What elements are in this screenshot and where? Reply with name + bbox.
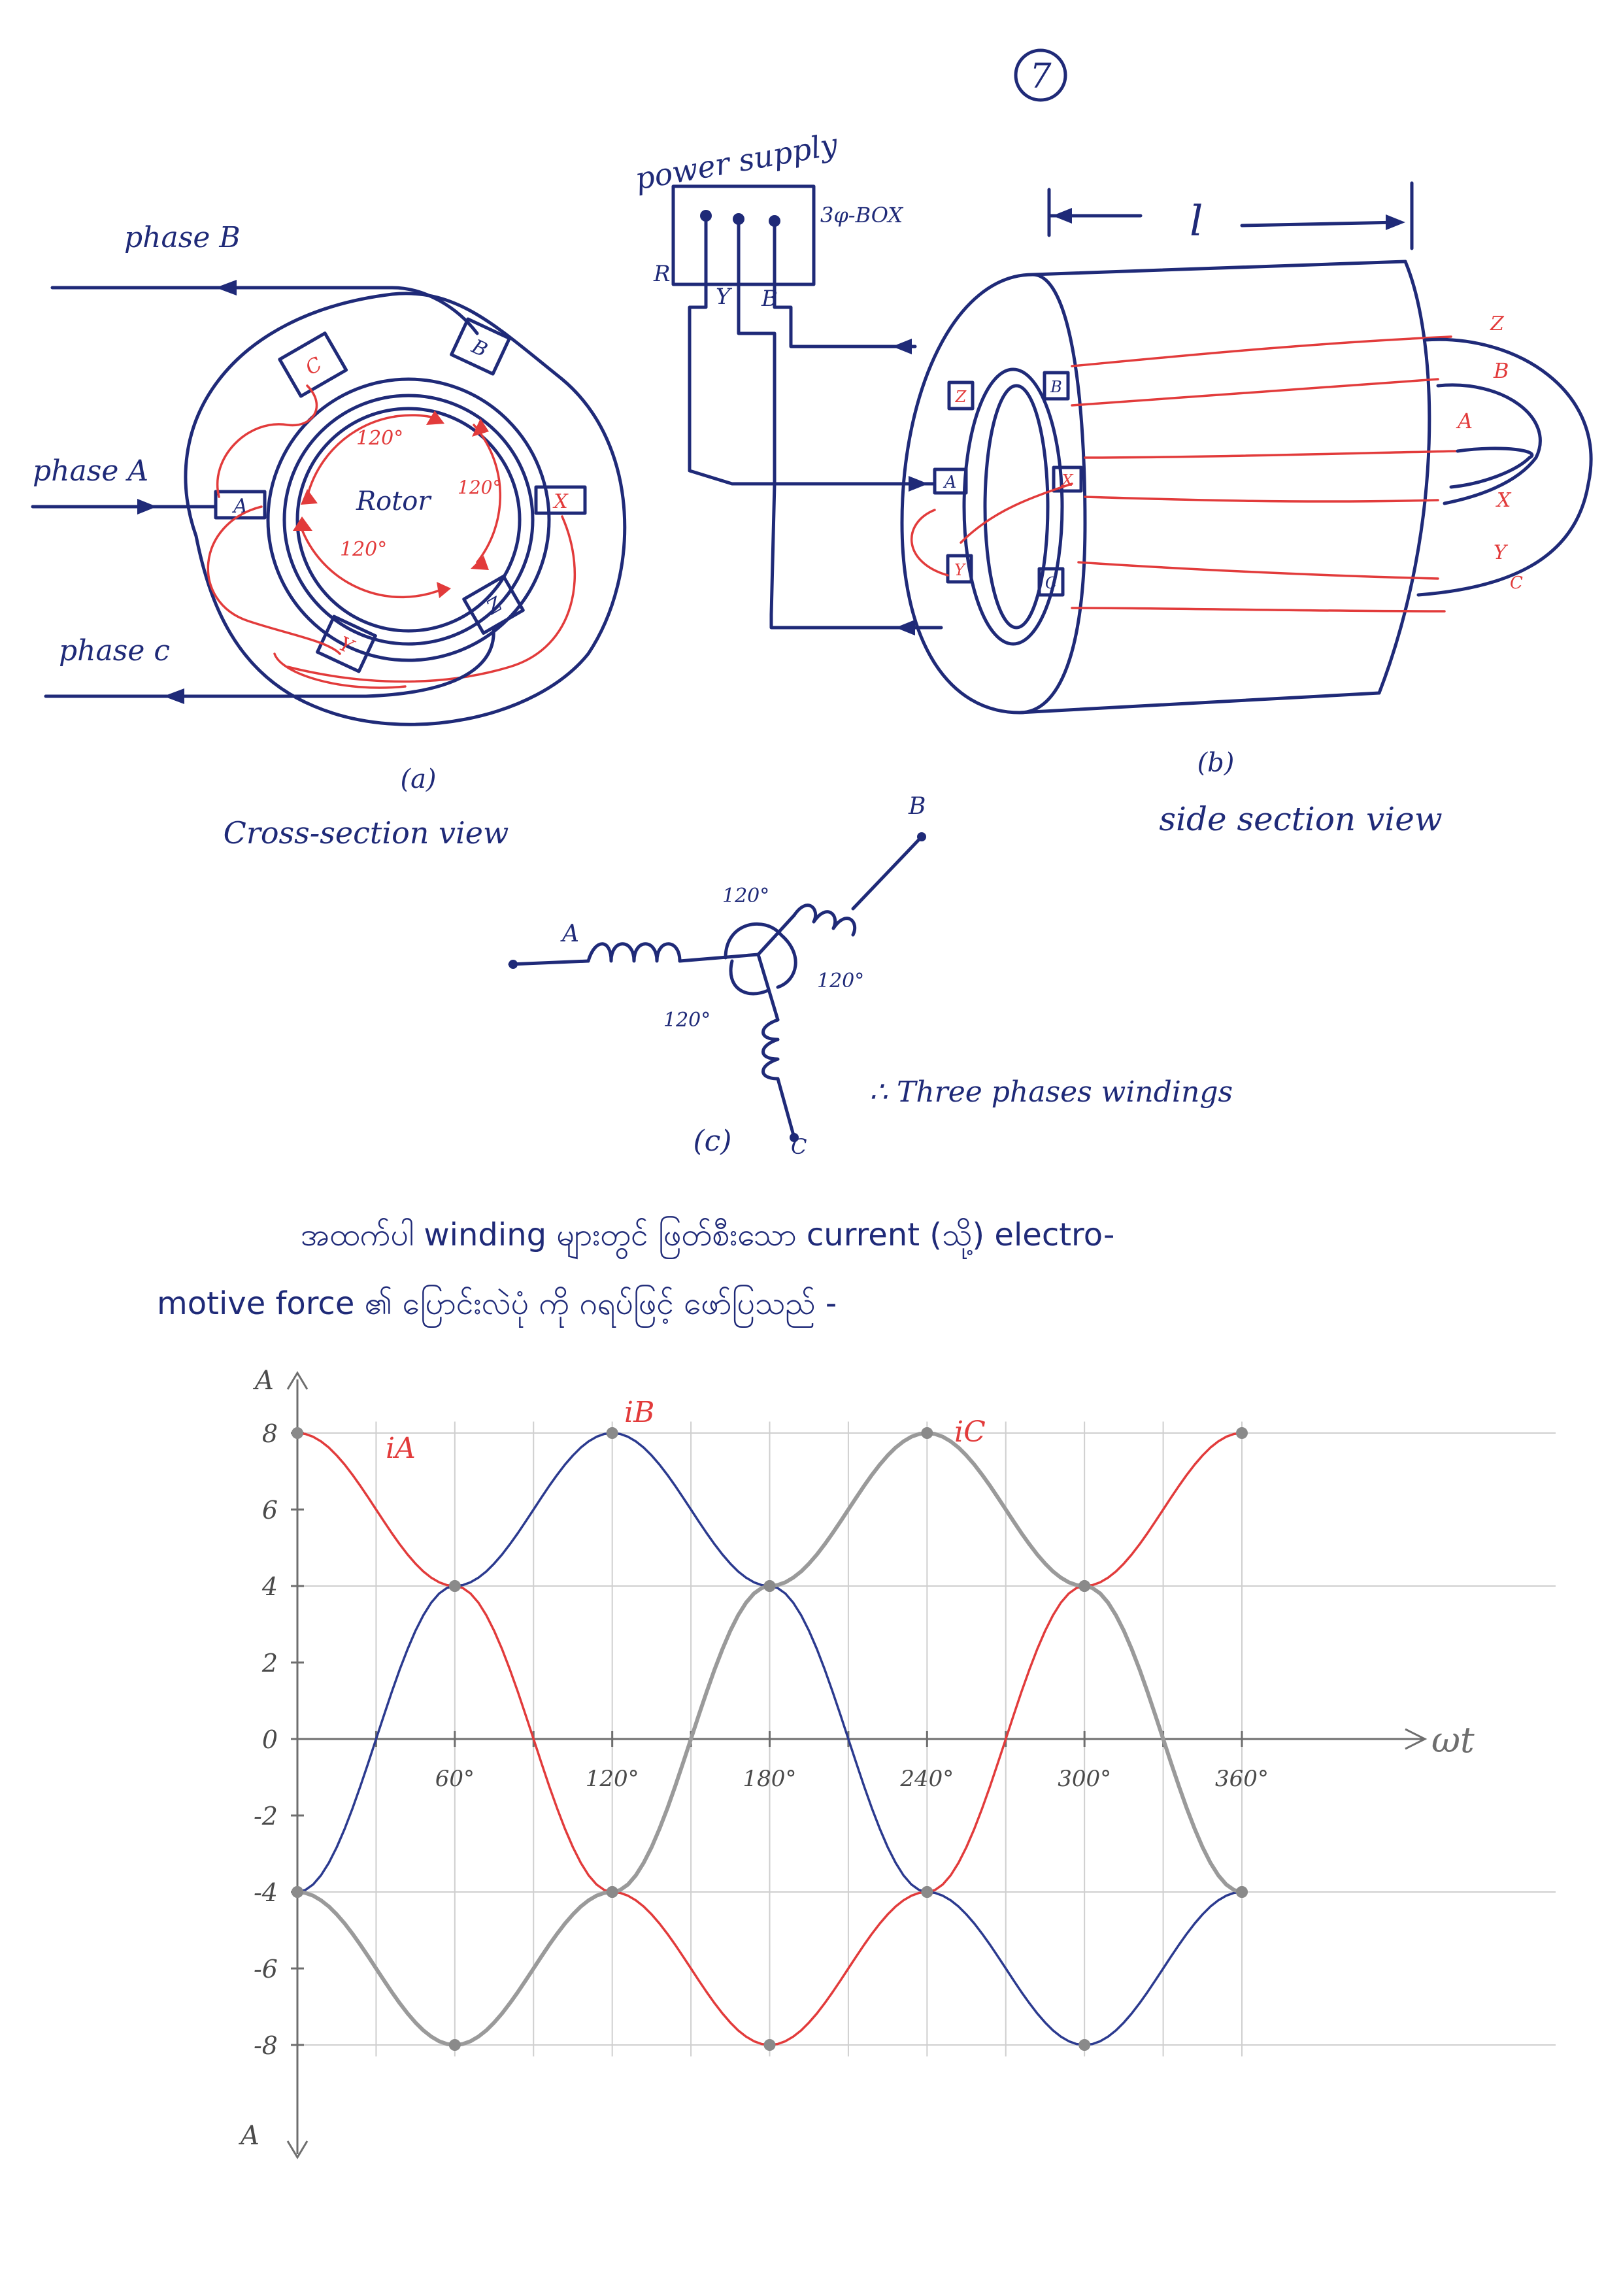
box-label: 3φ-BOX bbox=[820, 203, 903, 228]
svg-text:B: B bbox=[468, 335, 491, 362]
phase-a-arrow bbox=[137, 499, 157, 515]
winding-b-lead bbox=[758, 915, 794, 954]
winding-c-coil bbox=[763, 1020, 778, 1079]
right-label-b: B bbox=[1494, 358, 1509, 383]
winding-c-lead bbox=[758, 954, 778, 1020]
fig-c-angle-2: 120° bbox=[817, 970, 865, 992]
svg-text:Y: Y bbox=[954, 561, 965, 579]
note-line-1: အထက်ပါ winding များတွင် ဖြတ်စီးသော current (သို့) electro- bbox=[301, 1217, 1115, 1253]
y-tick-label: 8 bbox=[261, 1419, 278, 1448]
y-tick-label: 0 bbox=[261, 1725, 278, 1754]
x-tick-label: 120° bbox=[585, 1766, 639, 1792]
point-iB-60 bbox=[449, 1580, 461, 1592]
fig-b-side-section bbox=[633, 126, 1592, 838]
length-marker bbox=[1049, 183, 1412, 248]
y-axis-label-top: A bbox=[255, 1366, 274, 1396]
point-iC-360 bbox=[1236, 1886, 1248, 1898]
x-tick-label: 240° bbox=[900, 1766, 954, 1792]
point-iA-180 bbox=[764, 2039, 776, 2051]
point-iB-240 bbox=[921, 1886, 933, 1898]
point-iC-300 bbox=[1078, 1580, 1090, 1592]
slot-Y bbox=[318, 616, 376, 671]
angle-label-1: 120° bbox=[356, 427, 404, 450]
end-loop-a bbox=[1451, 448, 1532, 487]
point-iC-240 bbox=[921, 1427, 933, 1439]
point-iC-0 bbox=[292, 1886, 303, 1898]
y-tick-label: -6 bbox=[253, 1955, 278, 1984]
x-tick-label: 60° bbox=[435, 1766, 475, 1792]
winding-a-to-center bbox=[680, 954, 758, 961]
cylinder-back bbox=[1379, 262, 1429, 693]
fig-a-caption: Cross-section view bbox=[223, 815, 509, 851]
length-arrow-left bbox=[1052, 208, 1072, 224]
phase-a-label: phase A bbox=[33, 454, 149, 488]
note-text bbox=[157, 1215, 1114, 1328]
point-iB-120 bbox=[607, 1427, 618, 1439]
fig-c-caption-letter: (c) bbox=[693, 1124, 732, 1158]
power-supply-label: power supply bbox=[632, 126, 841, 197]
y-tick-label: -8 bbox=[253, 2031, 278, 2060]
terminal-b-label: B bbox=[761, 286, 778, 312]
rotor-label: Rotor bbox=[356, 486, 431, 516]
svg-text:X: X bbox=[554, 490, 568, 513]
wire-a-arrow bbox=[909, 476, 928, 492]
point-iA-360 bbox=[1236, 1427, 1248, 1439]
phase-c-arrow bbox=[163, 688, 184, 704]
svg-text:C: C bbox=[1044, 574, 1058, 592]
y-tick-label: 2 bbox=[261, 1649, 278, 1678]
series-label-iC: iC bbox=[954, 1415, 986, 1449]
y-axis-label-bottom: A bbox=[241, 2121, 259, 2151]
right-label-a: A bbox=[1458, 409, 1473, 433]
winding-a-lead bbox=[510, 961, 588, 964]
svg-text:Z: Z bbox=[955, 388, 967, 406]
svg-text:X: X bbox=[1061, 471, 1073, 490]
y-tick-label: 6 bbox=[261, 1496, 278, 1525]
x-tick-label: 300° bbox=[1058, 1766, 1112, 1792]
fig-c-windings bbox=[509, 793, 1233, 1159]
winding-b-end bbox=[853, 837, 922, 909]
terminal-b-dot bbox=[917, 832, 926, 841]
right-label-x: X bbox=[1497, 489, 1511, 512]
power-supply-box bbox=[673, 186, 814, 284]
fig-c-angle-1: 120° bbox=[722, 885, 770, 907]
svg-text:A: A bbox=[944, 473, 957, 492]
winding-b-coil bbox=[794, 905, 855, 935]
slot-C-top bbox=[280, 333, 346, 396]
winding-label-a: A bbox=[562, 920, 579, 947]
terminal-y-label: Y bbox=[716, 284, 731, 310]
terminal-r-label: R bbox=[654, 261, 671, 287]
slot-B bbox=[452, 319, 510, 374]
phase-c-label: phase c bbox=[59, 634, 170, 667]
note-line-2: motive force ၏ ပြောင်းလဲပုံ ကို ဂရပ်ဖြင့် ဖော်ပြသည် - bbox=[157, 1285, 837, 1322]
fig-b-caption: side section view bbox=[1159, 800, 1443, 838]
fig-a-caption-letter: (a) bbox=[400, 764, 437, 794]
right-label-c: C bbox=[1510, 573, 1523, 593]
x-tick-label: 360° bbox=[1215, 1766, 1269, 1792]
fig-c-caption: ∴ Three phases windings bbox=[869, 1075, 1233, 1109]
series-label-iB: iB bbox=[624, 1396, 655, 1429]
page-number bbox=[1016, 50, 1065, 100]
cylinder-front-outer bbox=[902, 275, 1085, 713]
winding-a-coil bbox=[588, 944, 680, 961]
svg-text:Y: Y bbox=[335, 632, 357, 659]
length-label: l bbox=[1190, 197, 1203, 246]
point-iA-0 bbox=[292, 1427, 303, 1439]
y-tick-label: -4 bbox=[253, 1878, 278, 1907]
x-tick-label: 180° bbox=[743, 1766, 797, 1792]
wire-y bbox=[739, 219, 775, 484]
winding-red-b bbox=[218, 386, 317, 497]
winding-lines bbox=[912, 337, 1458, 611]
winding-label-c: C bbox=[791, 1134, 807, 1159]
angle-label-3: 120° bbox=[340, 538, 388, 561]
angle-label-2: 120° bbox=[458, 477, 502, 498]
wire-c-arrow bbox=[895, 620, 915, 635]
right-label-y: Y bbox=[1494, 541, 1507, 564]
rotor-arc-3 bbox=[301, 526, 444, 597]
y-tick-label: 4 bbox=[261, 1572, 278, 1601]
page-number-text: 7 bbox=[1029, 57, 1052, 96]
point-iC-180 bbox=[764, 1580, 776, 1592]
point-iC-60 bbox=[449, 2039, 461, 2051]
winding-c-end bbox=[778, 1079, 794, 1138]
fig-c-angle-3: 120° bbox=[663, 1009, 711, 1032]
point-iB-300 bbox=[1078, 2039, 1090, 2051]
wire-b-arrow bbox=[892, 339, 912, 354]
fig-a-cross-section bbox=[33, 221, 625, 851]
point-iC-120 bbox=[607, 1886, 618, 1898]
phase-b-label: phase B bbox=[124, 221, 241, 254]
svg-text:B: B bbox=[1050, 378, 1062, 396]
phase-b-arrow bbox=[216, 280, 237, 295]
svg-text:Z: Z bbox=[482, 592, 507, 620]
svg-text:C: C bbox=[301, 352, 326, 380]
cylinder-bottom-line bbox=[1020, 693, 1379, 713]
length-arrow-right bbox=[1386, 214, 1405, 230]
right-label-z: Z bbox=[1490, 312, 1504, 335]
current-waveform-chart bbox=[238, 1366, 1556, 2157]
slot-X bbox=[536, 487, 585, 513]
svg-text:A: A bbox=[233, 495, 248, 518]
chart-series-labels bbox=[386, 1396, 986, 1465]
winding-label-b: B bbox=[909, 793, 926, 820]
fig-b-caption-letter: (b) bbox=[1197, 748, 1235, 778]
x-axis-label: ωt bbox=[1431, 1719, 1475, 1761]
terminal-a-dot bbox=[509, 960, 518, 969]
y-tick-label: -2 bbox=[253, 1802, 278, 1831]
series-label-iA: iA bbox=[386, 1432, 416, 1465]
cylinder-top-line bbox=[1033, 262, 1405, 275]
